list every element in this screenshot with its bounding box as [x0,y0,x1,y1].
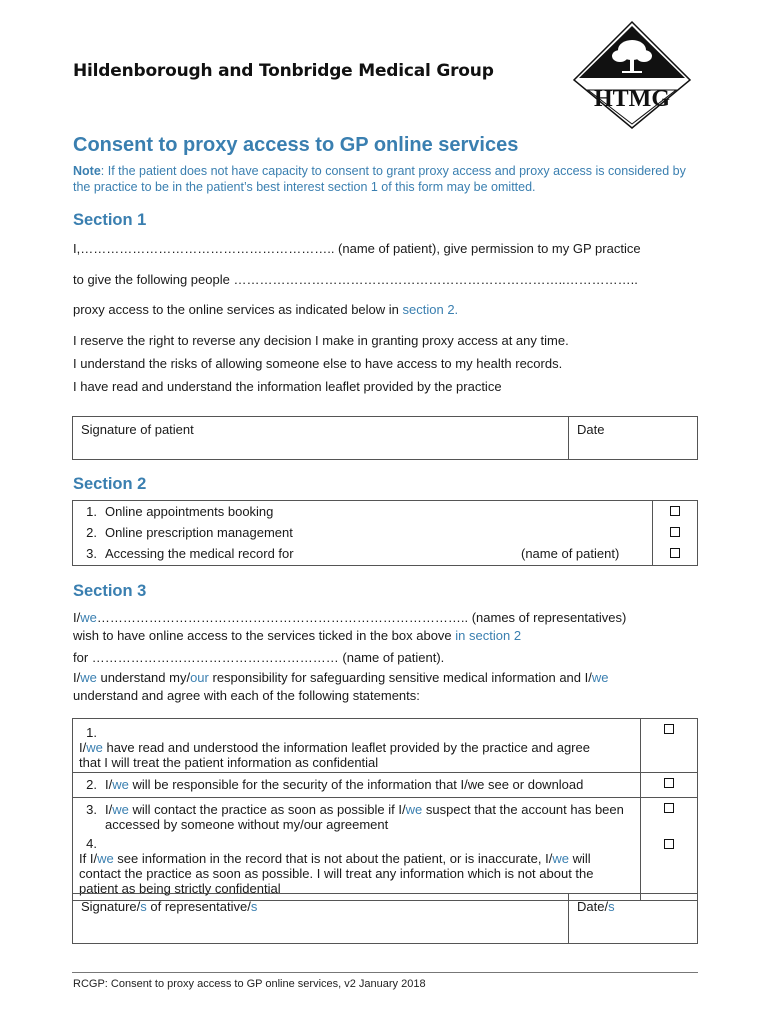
logo-text: HTMG [594,86,670,112]
checkbox-prescriptions[interactable] [670,527,680,537]
proxy-people-line[interactable]: to give the following people …………………………………………………………………..…………….. [73,272,638,287]
table-row [73,798,698,835]
section-1-heading: Section 1 [73,211,147,229]
table-row [73,719,698,773]
checkbox-statement-1[interactable] [664,724,674,734]
proxy-access-line [73,302,458,317]
services-table [72,500,698,566]
representatives-line[interactable]: I/we………………………………………………………………………….. (names of representatives) [73,610,627,625]
patient-name-line[interactable]: I,………………………………………………….. (name of patient), give permission to my GP practice [73,241,641,256]
patient-name-suffix: (name of patient) [521,546,620,561]
checkbox-statement-3[interactable] [664,803,674,813]
service-item-prescriptions: 2. Online prescription management [86,525,293,540]
statement-leaflet: I have read and understand the information leaflet provided by the practice [73,379,502,394]
responsibility-line: I/we understand my/our responsibility for safeguarding sensitive medical information and I/we [73,670,609,685]
table-row [73,501,698,566]
note-label: Note [73,164,101,178]
patient-date-label: Date [577,422,605,437]
table-row [73,773,698,798]
note [73,163,703,195]
proxy-access-text: proxy access to the online services as indicated below in [73,302,403,317]
patient-signature-box[interactable] [72,416,698,460]
note-text: : If the patient does not have capacity to consent to grant proxy access and proxy access is considered by the practice to be in the patient’s best interest section 1 of this form may be omitted. [73,164,686,194]
statement-risks: I understand the risks of allowing someone else to have access to my health records. [73,356,563,371]
service-item-appointments: 1. Online appointments booking [86,504,274,519]
statement-1: 1.I/we have read and understood the information leaflet provided by the practice and agree that I will treat the patient information as confidential [73,719,641,773]
statements-table [72,718,698,901]
checkbox-appointments[interactable] [670,506,680,516]
section-3-heading: Section 3 [73,582,147,600]
patient-for-line[interactable]: for ………………………………………………… (name of patient). [73,650,445,665]
wish-access-line: wish to have online access to the services ticked in the box above in section 2 [73,628,522,643]
service-item-medical-record: 3. Accessing the medical record for (name of patient) [79,543,646,564]
representative-signature-label: Signature/s of representative/s [73,894,569,943]
table-row [73,834,698,901]
htmg-logo [572,20,692,130]
statement-2: 2. I/we will be responsible for the security of the information that I/we see or download [73,773,641,798]
statement-4: 4.If I/we see information in the record that is not about the patient, or is inaccurate, I/we will contact the practice as soon as possible. I will treat any information which is not about the patient as being strictly confidential [73,834,641,901]
page-title: Consent to proxy access to GP online services [73,134,519,156]
checkbox-statement-4[interactable] [664,839,674,849]
section-2-heading: Section 2 [73,475,147,493]
representative-signature-box[interactable] [72,893,698,944]
footer-divider [72,972,698,973]
checkbox-medical-record[interactable] [670,548,680,558]
patient-signature-label: Signature of patient [73,417,569,459]
statement-reverse: I reserve the right to reverse any decision I make in granting proxy access at any time. [73,333,569,348]
section-2-link: section 2. [402,302,459,317]
representative-date-label: Date/s [577,899,615,914]
section-2-link: in section 2 [455,628,522,643]
organisation-name: Hildenborough and Tonbridge Medical Group [73,61,494,81]
statement-3: 3. I/we will contact the practice as soon as possible if I/we suspect that the account has been accessed by someone without my/our agreement [73,798,641,835]
checkbox-statement-2[interactable] [664,778,674,788]
footer-text: RCGP: Consent to proxy access to GP online services, v2 January 2018 [73,978,426,990]
agree-line: understand and agree with each of the following statements: [73,688,420,703]
